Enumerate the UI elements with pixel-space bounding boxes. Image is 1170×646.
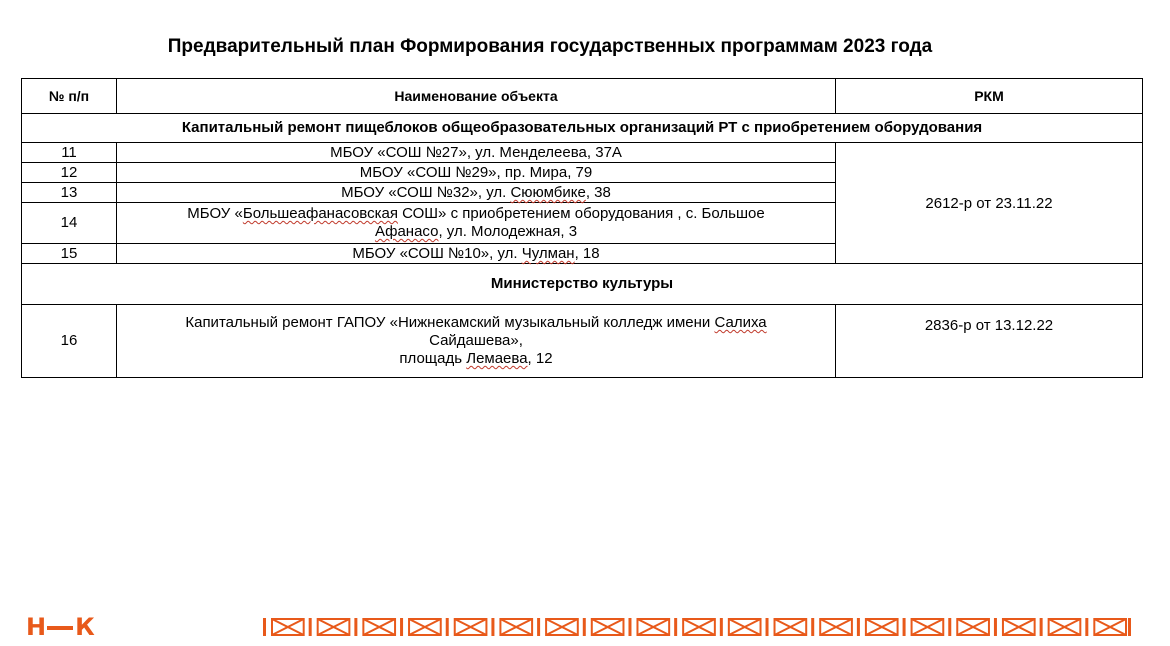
pattern-end-bar xyxy=(1128,618,1131,636)
row-name-part: МБОУ «СОШ №32», ул. xyxy=(341,184,511,201)
brand-logo xyxy=(26,615,94,639)
decorative-pattern-band xyxy=(263,615,1131,639)
row-name-part: СОШ» с приобретением оборудования , с. Большое xyxy=(397,205,765,222)
table-row xyxy=(22,143,1143,163)
pattern-x-box-icon xyxy=(903,618,944,636)
row-name-part: , ул. Молодежная, 3 xyxy=(438,223,578,240)
spellcheck-word: Афанасо xyxy=(374,223,439,240)
spellcheck-word: Чулман xyxy=(521,245,575,262)
pattern-x-box-icon xyxy=(446,618,487,636)
pattern-svg xyxy=(263,615,1131,639)
row-name-part: , 12 xyxy=(527,350,553,367)
pattern-x-box-icon xyxy=(263,618,304,636)
spellcheck-word: Большеафанасовская xyxy=(242,205,398,222)
page-title: Предварительный план Формирования государственных программам 2023 года xyxy=(167,36,933,57)
row-name xyxy=(117,305,836,378)
pattern-x-box-icon xyxy=(811,618,852,636)
spellcheck-word: Лемаева xyxy=(466,350,528,367)
pattern-x-box-icon xyxy=(720,618,761,636)
pattern-x-box-icon xyxy=(309,618,350,636)
row-num: 16 xyxy=(22,305,117,378)
section-title-food-blocks: Капитальный ремонт пищеблоков общеобразовательных организаций РТ с приобретением оборудования xyxy=(22,114,1143,143)
spellcheck-word: Сююмбике xyxy=(510,184,586,201)
header-name: Наименование объекта xyxy=(117,79,836,114)
row-name xyxy=(117,244,836,264)
row-name: МБОУ «СОШ №29», пр. Мира, 79 xyxy=(117,163,836,183)
pattern-x-box-icon xyxy=(583,618,624,636)
spellcheck-word: Салиха xyxy=(714,314,767,331)
logo-letter-left: Н xyxy=(26,613,46,641)
section-title-culture: Министерство культуры xyxy=(22,264,1143,305)
pattern-x-box-icon xyxy=(628,618,669,636)
row-name-part: Сайдашева», xyxy=(429,332,523,349)
row-num: 13 xyxy=(22,183,117,203)
pattern-x-box-icon xyxy=(491,618,532,636)
header-num: № п/п xyxy=(22,79,117,114)
row-rkm: 2836-р от 13.12.22 xyxy=(836,305,1143,378)
pattern-x-box-icon xyxy=(766,618,807,636)
table-header-row xyxy=(22,79,1143,114)
pattern-x-box-icon xyxy=(674,618,715,636)
row-num: 12 xyxy=(22,163,117,183)
section-row xyxy=(22,114,1143,143)
pattern-x-box-icon xyxy=(400,618,441,636)
header-rkm: РКМ xyxy=(836,79,1143,114)
logo-letter-right: К xyxy=(75,613,94,641)
section-row xyxy=(22,264,1143,305)
row-num: 11 xyxy=(22,143,117,163)
row-rkm: 2612-р от 23.11.22 xyxy=(836,143,1143,264)
pattern-x-box-icon xyxy=(948,618,989,636)
row-name xyxy=(117,183,836,203)
row-name-part: Капитальный ремонт ГАПОУ «Нижнекамский музыкальный колледж имени xyxy=(185,314,715,331)
table-row xyxy=(22,305,1143,378)
pattern-x-box-icon xyxy=(1040,618,1081,636)
row-name-part: МБОУ «СОШ №10», ул. xyxy=(352,245,522,262)
row-name-part: МБОУ « xyxy=(187,205,243,222)
pattern-x-box-icon xyxy=(354,618,395,636)
pattern-x-box-icon xyxy=(994,618,1035,636)
row-name: МБОУ «СОШ №27», ул. Менделеева, 37А xyxy=(117,143,836,163)
pattern-x-box-icon xyxy=(537,618,578,636)
row-name-part: площадь xyxy=(399,350,467,367)
pattern-x-box-icon xyxy=(1085,618,1126,636)
program-plan-table xyxy=(21,78,1143,378)
row-num: 15 xyxy=(22,244,117,264)
pattern-x-box-icon xyxy=(857,618,898,636)
row-num: 14 xyxy=(22,203,117,244)
row-name-part: , 18 xyxy=(574,245,600,262)
logo-dash xyxy=(47,626,73,630)
row-name xyxy=(117,203,836,244)
row-name-part: , 38 xyxy=(585,184,611,201)
